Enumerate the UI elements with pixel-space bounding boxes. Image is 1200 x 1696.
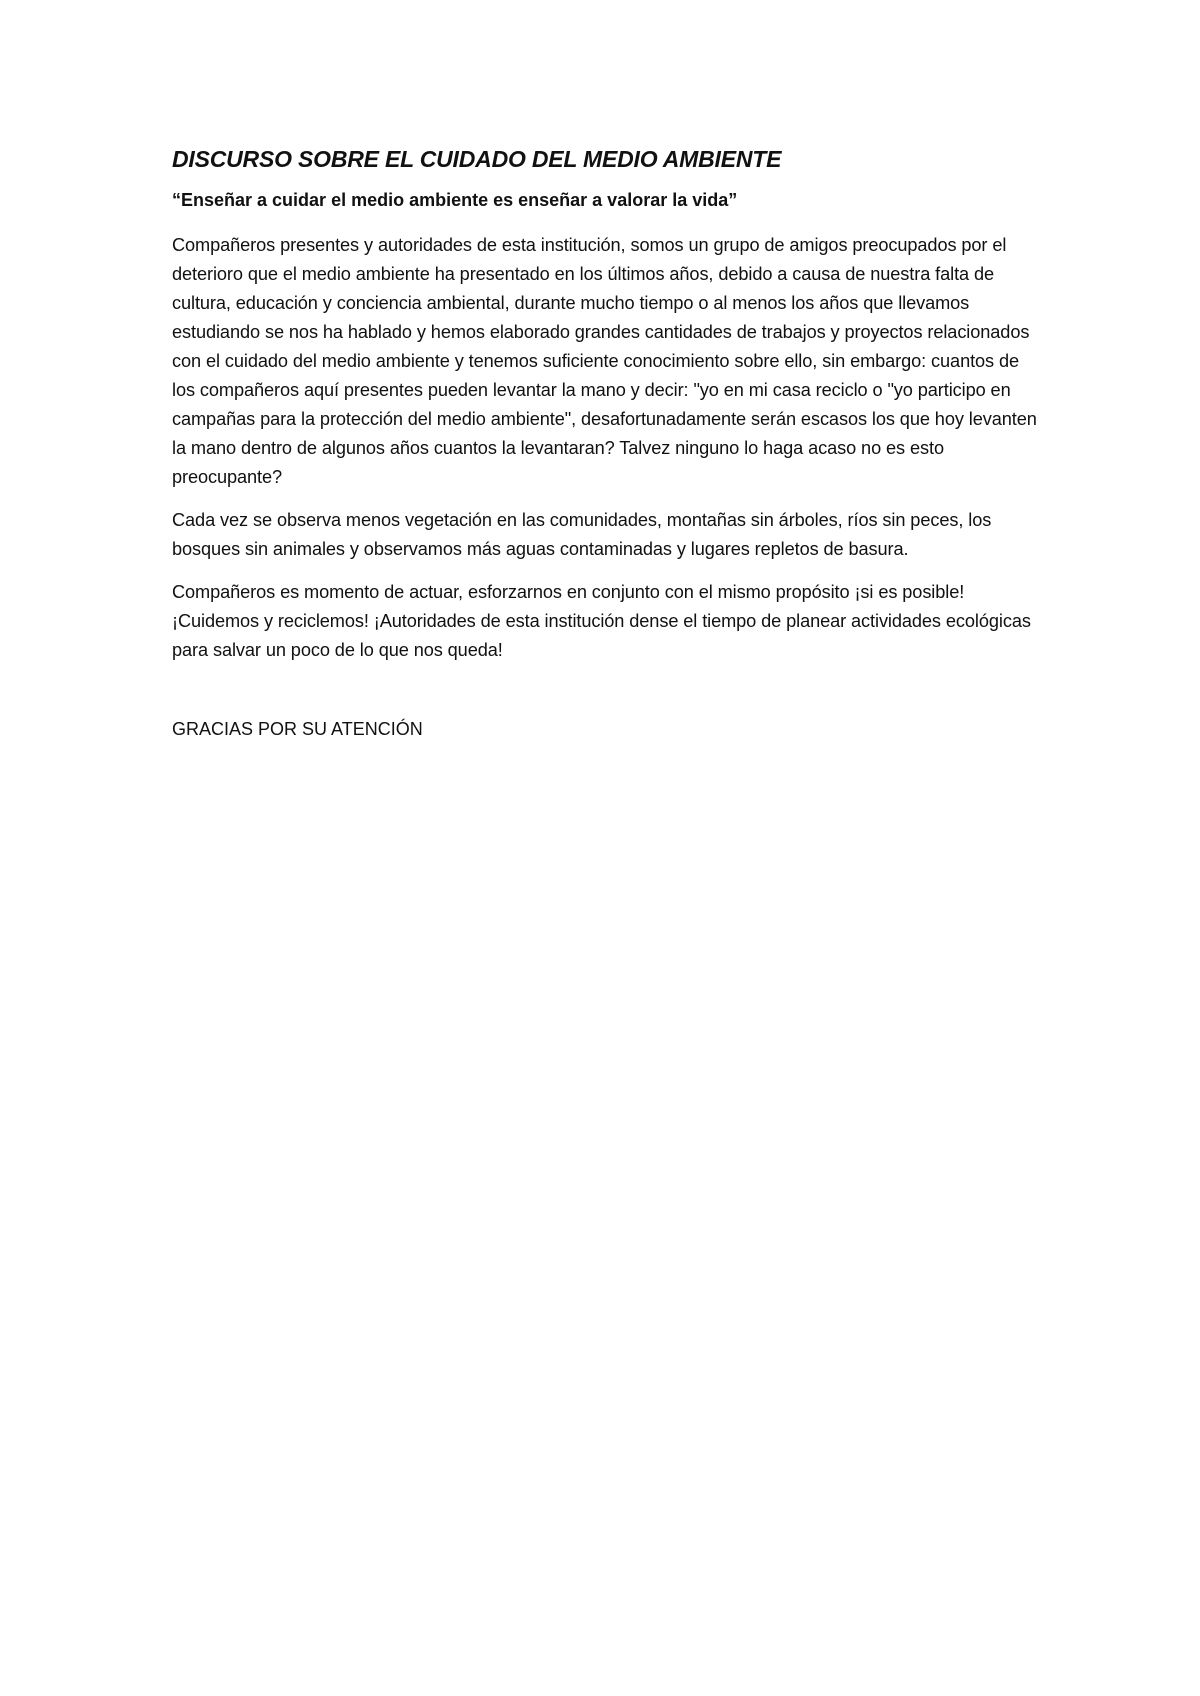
paragraph-3: Compañeros es momento de actuar, esforzarnos en conjunto con el mismo propósito ¡si es posible! ¡Cuidemos y reciclemos! ¡Autoridades de esta institución dense el tiempo de planear actividades ecológicas para salvar un poco de lo que nos queda! — [172, 582, 1031, 660]
document-body — [172, 146, 1038, 758]
paragraph-1: Compañeros presentes y autoridades de esta institución, somos un grupo de amigos preocupados por el deterioro que el medio ambiente ha presentado en los últimos años, debido a causa de nuestra falta de cultura, educación y conciencia ambiental, durante mucho tiempo o al menos los años que llevamos estudiando se nos ha hablado y hemos elaborado grandes cantidades de trabajos y proyectos relacionados con el cuidado del medio ambiente y tenemos suficiente conocimiento sobre ello, sin embargo: cuantos de los compañeros aquí presentes pueden levantar la mano y decir: "yo en mi casa reciclo o "yo participo en campañas para la protección del medio ambiente", desafortunadamente serán escasos los que hoy levanten la mano dentro de algunos años cuantos la levantaran? Talvez ninguno lo haga acaso no es esto preocupante? — [172, 235, 1037, 487]
document-title: DISCURSO SOBRE EL CUIDADO DEL MEDIO AMBIENTE — [172, 146, 782, 172]
closing-line: GRACIAS POR SU ATENCIÓN — [172, 719, 423, 739]
epigraph-quote: “Enseñar a cuidar el medio ambiente es enseñar a valorar la vida” — [172, 190, 738, 210]
paragraph-2: Cada vez se observa menos vegetación en las comunidades, montañas sin árboles, ríos sin peces, los bosques sin animales y observamos más aguas contaminadas y lugares repletos de basura. — [172, 510, 992, 559]
